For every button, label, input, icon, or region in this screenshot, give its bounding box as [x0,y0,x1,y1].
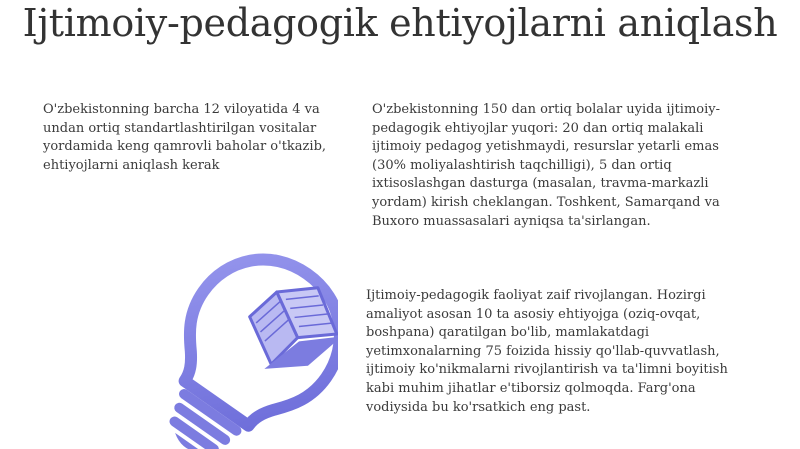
lightbulb-with-open-book-icon [168,252,338,449]
paragraph-right: O'zbekistonning 150 dan ortiq bolalar uyida ijtimoiy-pedagogik ehtiyojlar yuqori: 20 dan ortiq malakali ijtimoiy pedagog yetishmaydi, resurslar yetarli emas (30% moliyalashtirish taqchilligi), 5 dan ortiq ixtisoslashgan dasturga (masalan, travma-markazli yordam) kirish cheklangan. Toshkent, Samarqand va Buxoro muassasalari ayniqsa ta'sirlangan. [372,102,720,229]
paragraph-left: O'zbekistonning barcha 12 viloyatida 4 va undan ortiq standartlashtirilgan vositalar yordamida keng qamrovli baholar o'tkazib, ehtiyojlarni aniqlash kerak [43,102,327,173]
slide-title: Ijtimoiy-pedagogik ehtiyojlarni aniqlash [22,1,778,45]
paragraph-bottom: Ijtimoiy-pedagogik faoliyat zaif rivojlangan. Hozirgi amaliyot asosan 10 ta asosiy ehtiyojga (oziq-ovqat, boshpana) qaratilgan bo'lib, mamlakatdagi yetimxonalarning 75 foizida hissiy qo'llab-quvvatlash, ijtimoiy ko'nikmalarni rivojlantirish va ta'limni boyitish kabi muhim jihatlar e'tiborsiz qolmoqda. Farg'ona vodiysida bu ko'rsatkich eng past. [366,288,728,415]
